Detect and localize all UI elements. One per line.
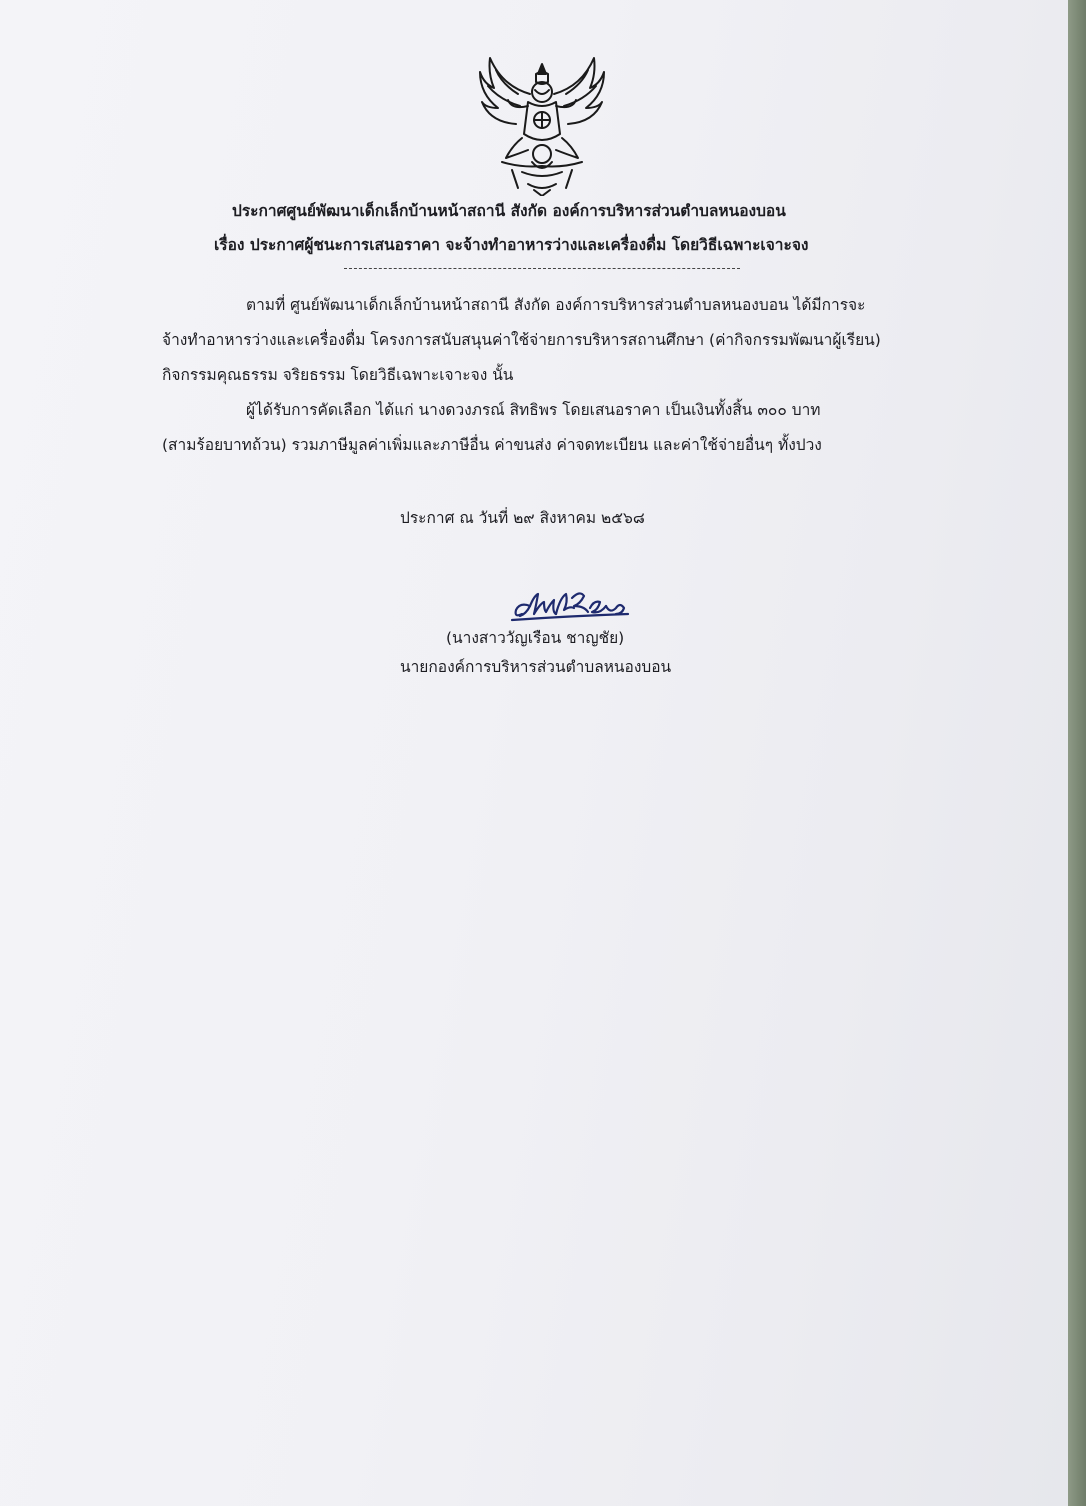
signer-position: นายกองค์การบริหารส่วนตำบลหนองบอน — [400, 658, 672, 676]
garuda-emblem-icon — [472, 50, 612, 196]
announcement-subject: เรื่อง ประกาศผู้ชนะการเสนอราคา จะจ้างทำอาหารว่างและเครื่องดื่ม โดยวิธีเฉพาะเจาะจง — [214, 236, 809, 254]
signer-name: (นางสาววัญเรือน ชาญชัย) — [446, 629, 625, 647]
paragraph1-line1: ตามที่ ศูนย์พัฒนาเด็กเล็กบ้านหน้าสถานี สังกัด องค์การบริหารส่วนตำบลหนองบอน ได้มีการจะ — [246, 296, 866, 314]
paragraph1-line3: กิจกรรมคุณธรรม จริยธรรม โดยวิธีเฉพาะเจาะจง นั้น — [162, 366, 514, 384]
paragraph1-line2: จ้างทำอาหารว่างและเครื่องดื่ม โครงการสนับสนุนค่าใช้จ่ายการบริหารสถานศึกษา (ค่ากิจกรรมพัฒนาผู้เรียน) — [162, 331, 881, 349]
background-surface — [1068, 0, 1086, 1506]
announcement-date: ประกาศ ณ วันที่ ๒๙ สิงหาคม ๒๕๖๘ — [400, 509, 645, 527]
paragraph2-line1: ผู้ได้รับการคัดเลือก ได้แก่ นางดวงภรณ์ สิทธิพร โดยเสนอราคา เป็นเงินทั้งสิ้น ๓๐๐ บาท — [246, 401, 821, 419]
announcement-heading: ประกาศศูนย์พัฒนาเด็กเล็กบ้านหน้าสถานี สังกัด องค์การบริหารส่วนตำบลหนองบอน — [232, 202, 786, 220]
paragraph2-line2: (สามร้อยบาทถ้วน) รวมภาษีมูลค่าเพิ่มและภาษีอื่น ค่าขนส่ง ค่าจดทะเบียน และค่าใช้จ่ายอื่นๆ ทั้งปวง — [162, 436, 822, 454]
heading-divider — [344, 268, 740, 269]
handwritten-signature — [510, 584, 632, 626]
